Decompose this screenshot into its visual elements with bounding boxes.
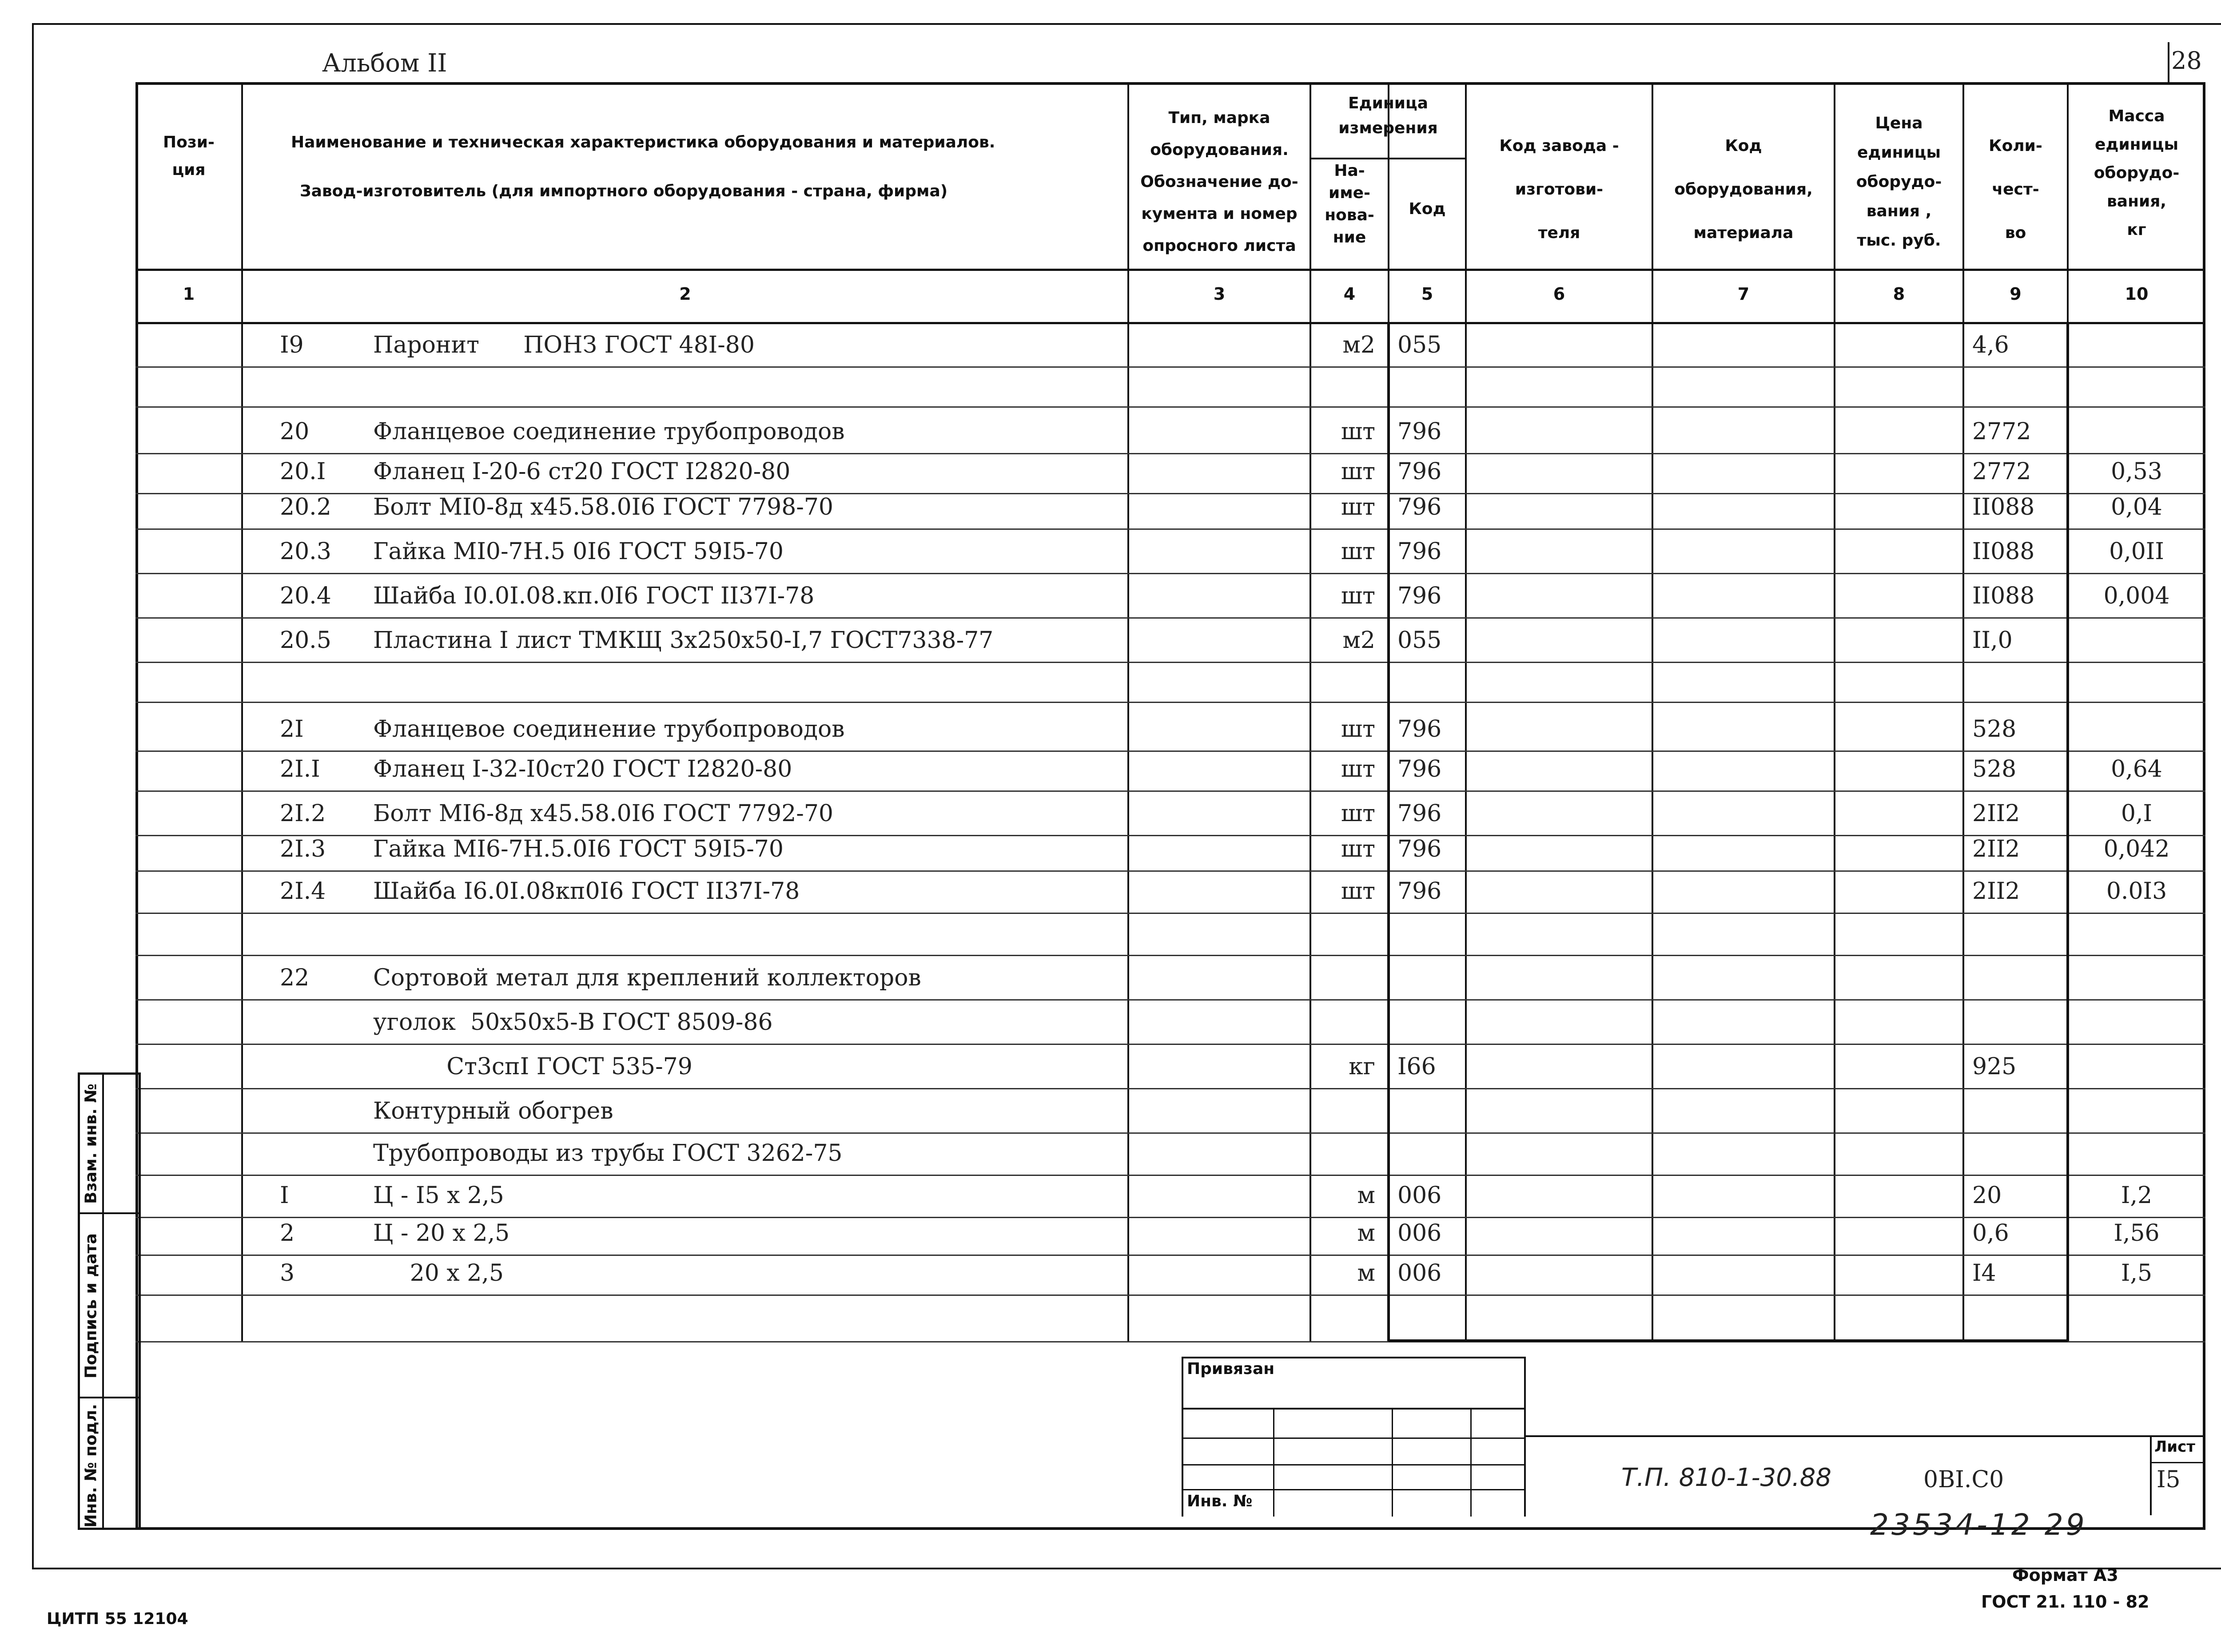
row-position: I <box>280 1182 289 1209</box>
table-row <box>135 913 2205 955</box>
row-name: Пластина I лист ТМКЩ 3х250х50-I,7 ГОСТ7338-77 <box>373 627 994 654</box>
unit-subheader-line <box>1310 158 1466 159</box>
table-row <box>135 1175 2205 1217</box>
stamp-privyazan-label: Привязан <box>1187 1360 1275 1378</box>
row-name: Болт МI6-8д х45.58.0I6 ГОСТ 7792-70 <box>373 800 834 827</box>
row-position: 2I.2 <box>280 800 326 827</box>
header-bottom-line <box>135 269 2205 271</box>
table-row <box>135 790 2205 835</box>
row-quantity: 528 <box>1972 756 2017 782</box>
row-name: Фланец I-32-I0ст20 ГОСТ I2820-80 <box>373 756 792 782</box>
header-factory-code: Код завода - изготови- теля <box>1499 137 1619 242</box>
doc-code: Т.П. 810-1-30.88 <box>1621 1463 1831 1492</box>
row-quantity: I4 <box>1972 1260 1996 1287</box>
header-unit-group: Единица измерения <box>1338 94 1438 137</box>
row-unit-code: 796 <box>1397 458 1442 485</box>
stamp-line <box>1182 1408 1526 1410</box>
stamp-inv-label: Инв. № <box>1187 1492 1253 1510</box>
table-row <box>135 955 2205 999</box>
citp-label: ЦИТП 55 12104 <box>47 1610 188 1628</box>
row-mass: 0.0I3 <box>2106 878 2167 905</box>
row-unit: м <box>1357 1182 1375 1209</box>
stamp-divider <box>1470 1409 1472 1517</box>
table-row <box>135 662 2205 702</box>
row-position: 2I.3 <box>280 836 326 862</box>
row-name: Ст3спI ГОСТ 535-79 <box>373 1053 693 1080</box>
row-name: Фланцевое соединение трубопроводов <box>373 716 845 743</box>
row-quantity: 4,6 <box>1972 332 2009 358</box>
row-mass: I,2 <box>2121 1182 2153 1209</box>
sheet-box-line <box>2150 1462 2205 1463</box>
table-row <box>135 493 2205 528</box>
row-quantity: II088 <box>1972 538 2035 565</box>
row-name: Сортовой метал для креплений коллекторов <box>373 965 921 991</box>
row-quantity: II,0 <box>1972 627 2013 654</box>
row-mass: 0,53 <box>2111 458 2162 485</box>
row-unit-code: 006 <box>1397 1182 1442 1209</box>
row-position: 3 <box>280 1260 295 1287</box>
header-position: Пози- ция <box>163 133 215 179</box>
header-name-line2: Завод-изготовитель (для импортного оборудования - страна, фирма) <box>300 182 948 200</box>
row-position: 20.5 <box>280 627 331 654</box>
column-number: 5 <box>1421 284 1433 304</box>
table-row <box>135 573 2205 617</box>
row-unit-code: 796 <box>1397 494 1442 520</box>
row-unit-code: 796 <box>1397 716 1442 743</box>
row-position: 20.3 <box>280 538 331 565</box>
page-number: 28 <box>2171 47 2202 75</box>
row-name: Гайка МI6-7Н.5.0I6 ГОСТ 59I5-70 <box>373 836 784 862</box>
row-position: 22 <box>280 965 310 991</box>
row-name: Гайка МI0-7Н.5 0I6 ГОСТ 59I5-70 <box>373 538 784 565</box>
row-name: Паронит ПОНЗ ГОСТ 48I-80 <box>373 332 755 358</box>
row-unit: шт <box>1341 494 1375 520</box>
album-title: Альбом II <box>322 49 447 78</box>
side-label-vzam: Взам. инв. № <box>82 1084 100 1204</box>
table-row <box>135 702 2205 751</box>
format-label: Формат А3 <box>2012 1565 2118 1585</box>
header-name-line1: Наименование и техническая характеристика оборудования и материалов. <box>291 133 995 151</box>
row-name: Ц - 20 х 2,5 <box>373 1220 510 1247</box>
row-quantity: 20 <box>1972 1182 2002 1209</box>
row-unit: кг <box>1349 1053 1375 1080</box>
row-position: 20.I <box>280 458 326 485</box>
row-quantity: 2II2 <box>1972 836 2020 862</box>
row-name: 20 х 2,5 <box>373 1260 504 1287</box>
row-quantity: 2II2 <box>1972 800 2020 827</box>
table-row <box>135 1255 2205 1295</box>
row-name: уголок 50х50х5-В ГОСТ 8509-86 <box>373 1009 773 1036</box>
table-row <box>135 999 2205 1044</box>
row-unit-code: 796 <box>1397 538 1442 565</box>
column-number: 7 <box>1737 284 1750 304</box>
table-row <box>135 835 2205 870</box>
row-unit: м <box>1357 1220 1375 1247</box>
row-mass: 0,0II <box>2109 538 2164 565</box>
row-unit-code: 796 <box>1397 756 1442 782</box>
row-name: Контурный обогрев <box>373 1098 613 1124</box>
row-name: Шайба I6.0I.08кп0I6 ГОСТ II37I-78 <box>373 878 800 905</box>
row-unit: шт <box>1341 878 1375 905</box>
table-row <box>135 322 2205 366</box>
column-number: 4 <box>1343 284 1356 304</box>
row-unit-code: 006 <box>1397 1220 1442 1247</box>
row-name: Фланец I-20-6 ст20 ГОСТ I2820-80 <box>373 458 791 485</box>
row-mass: 0,64 <box>2111 756 2162 782</box>
table-row <box>135 751 2205 790</box>
row-name: Трубопроводы из трубы ГОСТ 3262-75 <box>373 1140 843 1167</box>
row-quantity: 2II2 <box>1972 878 2020 905</box>
row-quantity: II088 <box>1972 494 2035 520</box>
row-position: 2 <box>280 1220 295 1247</box>
column-number: 3 <box>1213 284 1226 304</box>
row-unit-code: 796 <box>1397 878 1442 905</box>
row-mass: 0,I <box>2121 800 2153 827</box>
row-unit: шт <box>1341 538 1375 565</box>
row-position: 20 <box>280 418 310 445</box>
row-unit-code: 055 <box>1397 627 1442 654</box>
table-row <box>135 406 2205 453</box>
row-unit-code: 796 <box>1397 800 1442 827</box>
header-mass: Масса единицы оборудо- вания, кг <box>2094 107 2180 239</box>
row-name: Фланцевое соединение трубопроводов <box>373 418 845 445</box>
row-position: 2I.4 <box>280 878 326 905</box>
stamp-divider <box>1392 1409 1393 1517</box>
table-row <box>135 1132 2205 1175</box>
row-unit: шт <box>1341 836 1375 862</box>
table-row <box>135 366 2205 406</box>
side-label-podpis: Подпись и дата <box>82 1233 100 1378</box>
row-position: 20.4 <box>280 583 331 609</box>
header-quantity: Коли- чест- во <box>1989 137 2042 242</box>
row-mass: 0,042 <box>2103 836 2170 862</box>
row-position: 2I.I <box>280 756 320 782</box>
table-row <box>135 453 2205 493</box>
column-number: 10 <box>2125 284 2149 304</box>
gost-label: ГОСТ 21. 110 - 82 <box>1981 1592 2149 1612</box>
row-unit-code: I66 <box>1397 1053 1436 1080</box>
table-row <box>135 870 2205 913</box>
handwritten-number: 23534-12 29 <box>1870 1508 2087 1542</box>
column-number: 8 <box>1893 284 1905 304</box>
column-number: 1 <box>183 284 195 304</box>
sheet-outer-frame-bottom <box>32 1568 2221 1569</box>
column-number: 2 <box>679 284 691 304</box>
row-quantity: 925 <box>1972 1053 2017 1080</box>
row-unit-code: 796 <box>1397 583 1442 609</box>
table-row <box>135 1295 2205 1341</box>
stamp-line <box>1182 1489 1526 1490</box>
row-quantity: II088 <box>1972 583 2035 609</box>
row-unit: м2 <box>1342 332 1375 358</box>
row-unit: м <box>1357 1260 1375 1287</box>
row-unit: шт <box>1341 800 1375 827</box>
table-row <box>135 617 2205 662</box>
row-position: I9 <box>280 332 304 358</box>
stamp-divider <box>1273 1409 1274 1517</box>
row-position: 2I <box>280 716 304 743</box>
header-type-mark: Тип, марка оборудования. Обозначение до- кумента и номер опросного листа <box>1140 109 1298 255</box>
row-unit-code: 796 <box>1397 836 1442 862</box>
column-number: 6 <box>1553 284 1565 304</box>
header-unit-code: Код <box>1409 200 1446 218</box>
header-price: Цена единицы оборудо- вания , тыс. руб. <box>1856 114 1942 250</box>
row-name: Шайба I0.0I.08.кп.0I6 ГОСТ II37I-78 <box>373 583 815 609</box>
row-unit: шт <box>1341 418 1375 445</box>
row-unit-code: 796 <box>1397 418 1442 445</box>
row-unit: шт <box>1341 756 1375 782</box>
sheet-code: 0BI.C0 <box>1923 1466 2004 1493</box>
table-row <box>135 1044 2205 1088</box>
side-block-divider <box>102 1072 104 1530</box>
row-mass: 0,04 <box>2111 494 2162 520</box>
row-quantity: 0,6 <box>1972 1220 2009 1247</box>
header-equipment-code: Код оборудования, материала <box>1674 137 1813 242</box>
side-label-inv-podl: Инв. № подл. <box>82 1404 100 1528</box>
sheet-number: I5 <box>2157 1466 2181 1493</box>
row-unit: шт <box>1341 458 1375 485</box>
row-unit: шт <box>1341 583 1375 609</box>
row-unit: м2 <box>1342 627 1375 654</box>
row-unit-code: 006 <box>1397 1260 1442 1287</box>
column-number: 9 <box>2010 284 2022 304</box>
row-mass: I,5 <box>2121 1260 2153 1287</box>
row-quantity: 2772 <box>1972 418 2031 445</box>
sheet-label: Лист <box>2154 1438 2195 1456</box>
row-unit-code: 055 <box>1397 332 1442 358</box>
table-row <box>135 1217 2205 1255</box>
row-quantity: 2772 <box>1972 458 2031 485</box>
row-name: Болт МI0-8д х45.58.0I6 ГОСТ 7798-70 <box>373 494 834 520</box>
row-mass: I,56 <box>2114 1220 2160 1247</box>
header-unit-name: На- име- нова- ние <box>1325 162 1374 246</box>
row-unit: шт <box>1341 716 1375 743</box>
table-row <box>135 528 2205 573</box>
row-name: Ц - I5 х 2,5 <box>373 1182 504 1209</box>
stamp-title-line <box>1526 1435 2205 1437</box>
row-quantity: 528 <box>1972 716 2017 743</box>
table-row <box>135 1088 2205 1132</box>
row-mass: 0,004 <box>2103 583 2170 609</box>
stamp-line <box>1182 1438 1526 1439</box>
stamp-line <box>1182 1464 1526 1465</box>
row-position: 20.2 <box>280 494 331 520</box>
